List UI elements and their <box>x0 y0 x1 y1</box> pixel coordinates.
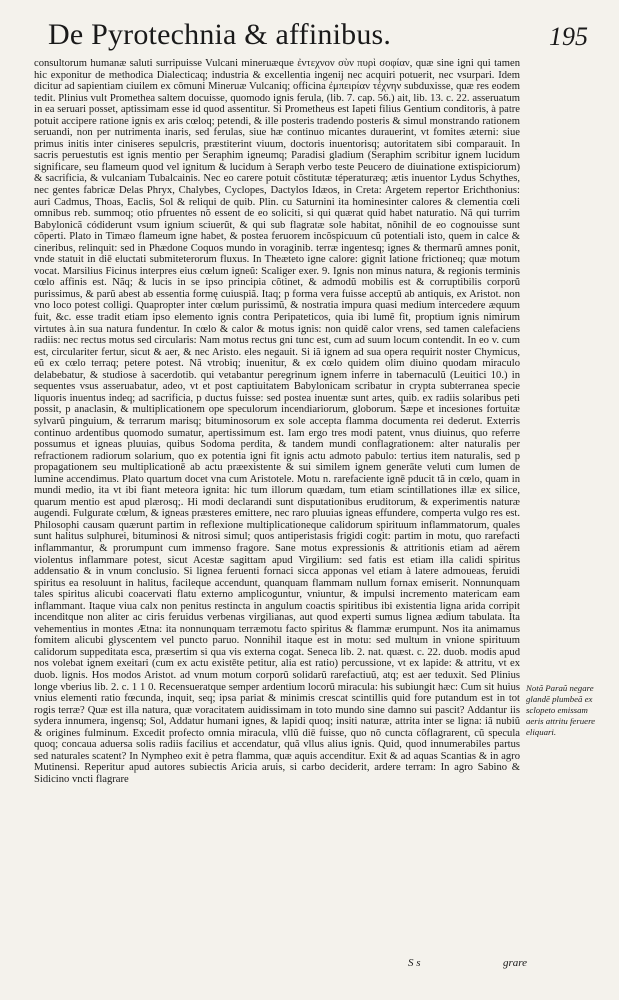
catchword: grare <box>503 957 528 969</box>
page-number: 195 <box>549 22 588 51</box>
running-title: De Pyrotechnia & affinibus. <box>48 18 392 51</box>
marginal-note-text: Notã Paraũ negare glandē plumbeã ex sclopeto emissam aeris attritu feruere eliquari. <box>526 683 596 737</box>
page-footer <box>0 957 619 987</box>
body-paragraph: consultorum humanæ saluti surripuisse Vulcani mineruæque ἐντεχνον σὺν πυρὶ σοφίαν, quæ sine igni qui tamen hic exponitur de methodica Dialecticaq; industria & excellentia ingenij nec acquiri potuerit, nec vsurpari. Idem dicitur ad sapientiam ciuilem ex cõmuni Mineruæ Vulcaniq; officina ἐμπειρίαν τέχνην subduxisse, quæ res eodem tedit. Plinius vult Promethea saltem docuisse, quomodo ignis ferula, (lib. 7. cap. 56.) ait, lib. 13. c. 22. asseruatum in ea seruari posset, aptissimam esse id quod assentitur. Si Prometheus est Iapeti filius Gentium conditoris, à patre potuit accipere ratione ignis ex aris cœloq; petendi, & ille posteris tradendo posteris & simul monstrando rationem seruandi, non per nutrimenta inaris, sed ferulas, siue hæ continuo micantes durauerint, vt fomites æterni: siue primus initis inter ciniseres sepulcris, præstiterint viuum, doctoris inuentorisq; autoritatem sibi comparauit. In sacris peruestutis est ignis mentio per Seraphim igneumq; Paradisi gladium (Seraphim scribitur ignem lucidum significare, seu flameum quod vel ignitum & lucidum à Seraph verbo teste Peucero de diuinatione extispiciorum) & sacrificia, & vulcaniam Tubalcainis. Nec eo carere potuit cõstitutæ téperaturæq; ætis inuentor Lydus Schythes, nec gentes fabricæ Delas Phryx, Chalybes, Cyclopes, Dactylos Idæos, in Creta: Argetem repertor Erichthonius: auri Cadmus, Thoas, Eaclis, Sol & reliqui de quib. Plin. cu Saturnini ita hominesinter calores & clementia cœli omnibus reb. summoq; otio pfruentes nõ essent de eo soliciti, si qui quærat quid habet naturatio. Nã qui turrim Babylonicã códiderunt vsum ignium sciuerũt, & qui sub flagratæ sole habitat, nõnihil de eo cognouisse sunt cõperti. Plato in Timæo flameum igne habet, & postea feruorem incõspicuum cũ potentiali isto, quem in calce & cineribus, relinquit: sed in Phædone Coquos mundo in voraginib. terræ ingentesq; ignes & thermarũ amnes ponit, vnde statuit in diē eluctati submiteterorum fluxus. In Theæteto igne calore: gignit latione frictioneq; quæ motum vocat. Marsilius Ficinus interpres eius cœlum igneũ: Scaliger exer. 9. Ignis non minus natura, & regionis terminis cœlo affinis est. Nãq; & lucis in se ipso principia cõtinet, & admodũ mobilis est & corruptibilis corporũ purissimus, & parũ abest ab essentia formę cuiuspiã. Itaq; p forma vera fuisse acceptũ ab antiquis, ex Aristot. non vno loco potest colligi. Quapropter inter cœlum purissimũ, & nostratia impura quasi medium intercedere æquum fuit, &c. esse tradit etiam ipso elemento ignis contra Peripateticos, quia ibi lumẽ fit, proptium ignis nimirum virtutes à.in sua natura fundentur. In cœlo & calor & motus ignis: non quidē calor vrens, sed tamen calefaciens radiis: nec rectus motus sed circularis: Nam motus rectus gni tunc est, cum ad suum locum contendit. In eo v. cum est, circulariter fertur, sicut & aer, & nec Aristo. eles negauit. Si iã ignem ad sua opera requirit noster Chymicus, eũ ex cœlo terraq; petere potest. Nã vtrobiq; inuenitur, & ex cœlo quidem olim diuino quodam miraculo delabebatur, & studiose à sacerdotib. qui vetabantur peregrinum ignem inferre in tabernaculũ (Leuitici 10.) in sequentes vsus asseruabatur, adeo, vt et post captiuitatem Babylonicam scribatur in crypta subterranea specie liquoris inuentus indeq; ad sacrificia, p ductus fuisse: sed postea inuentæ sunt artes, quib. ex radiis solaribus peti possit, p anaclasin, & multiplicationem ope speculorum incendiariorum, globorum. Sæpe et incesiones fortuitæ sylvarũ pinguium, & terrarum marisq; bituminosorum ex sole accepta flamma documenta rei dederut. Exterris continuo ardentibus quomodo sumatur, apertissimum est. Iam ergo tres modi patent, vnus diuinus, quo referre possumus et igneas pluuias, quibus Sodoma perdita, & tandem mundi conflagrationem: alter naturalis per refractionem radiorum solarium, quo ex potentia igni fit ignis actu admoto pabulo: tertius item naturalis, sed p propagationem seu multiplicationē ab actu præexistente & sui similem ignem generāte veluti cum lumen de lumine accendimus. Plato quartum docet vna cum Aristotele. Motu n. rarefaciente ignē pducit tã in cœlo, quam in mundi medio, ita vt ibi fiant meteora ignita: hic tum illorum quædam, tum etiam scintillationes illæ ex silice, quarum mentio est apud plærosq;. Hi modi declarandi sunt disputationibus eruditorum, & experimentis naturæ augendi. Fulgurate cœlum, & igneas præsteres emittere, nec raro pluuias igneas effundere, comperta vulgo res est. Philosophi causam quærunt partim in reflexione multiplicationeque calidorum spirituum inflammatorum, quales sunt halitus sulphurei, bituminosi & nitrosi simul; quos antiperistasis frigidi cogit: partim in motu, quo rarefacti inflammantur, & prorumpunt cum immenso fragore. Sane motus expressionis & attritionis etiam ad aërem violentus inflammare potest, sicut Acestæ sagittam apud Virgilium: sed fatis est etiam illa calidi spiritus addensatio & in vnum conclusio. Si lignea feruenti fornaci sicca apponas vel etiam à latere admoueas, feruidi spiritus ea resoluunt in halitus, facileque accendunt, quanquam flammam nullum fornax emiserit. Nonnunquam tales spiritus alicubi coacervati flatu externo amplicoguntur, vniuntur, & impulsi incremento matericam eam inflammant. Itaque viua calx non penitus restincta in angulum coactis spiritibus ibi existentia ligna arida corripit incenditque non aliter ac ciris feruidus verbenas virgilianas, aut quod experti sumus lignea ædium tabulata. Ita vehementius in montes Ætna: ita nonnunquam terræmotu facto spiritus & flammæ erumpunt. Nos ita animamus fomitem alicubi glyscentem vel puncto paruo. Nonnihil itaque est in motu: sed multum in vnione spirituum calidorum suppeditata esca, præsertim si qua vis externa cogat. Seneca lib. 2. nat. quæst. c. 22. duob. modis apud nos volebat ignem exeitari (cum ex actu existēte petitur, alia est ratio) percussione, vt ex lapide: & attritu, vt ex duob. lignis. Hos modos Aristot. ad vnum motum corporũ solidarũ rarefactiuũ, atq; est aer teduxit. Sed Plinius longe vberius lib. 2. c. 1 1 0. Recensueratque semper ardentium locorũ miracula: his subiungit hæc: Cum sit huius vnius elementi ratio fœcunda, inquit, seq; ipsa pariat & minimis crescat scintillis quid fore putandum est in tot rogis terræ? Quæ est illa natura, quæ voracitatem auidissimam in toto mundo sine damno sui pascit? Addantur iis sydera innumera, ingensq; Sol, Addatur humani ignes, & lapidi quoq; insiti naturæ, attrita inter se ligna: iã nubiũ & origines fulminum. Excedit profecto omnia miracula, vllũ diē fuisse, quo nõ cuncta cõflagrarent, cũ specula quoq; concaua aduersa solis radiis facilius et accendatur, quã vllus alius ignis. Quid, quod innumerabiles partus sed naturales scatent? In Nympheo exit è petra flamma, quæ aquis accenditur. Exit & ad aquas Scantias & in agro Mutinensi. Reperitur apud autores subiectis Aricia aruis, si carbo deciderit, ardere terram: In agro Sabino & Sidicino vncti flagrare <box>34 58 520 785</box>
signature-mark: S s <box>408 957 421 969</box>
page-header <box>48 18 588 58</box>
main-text-block <box>34 58 520 785</box>
marginal-note <box>526 683 606 738</box>
